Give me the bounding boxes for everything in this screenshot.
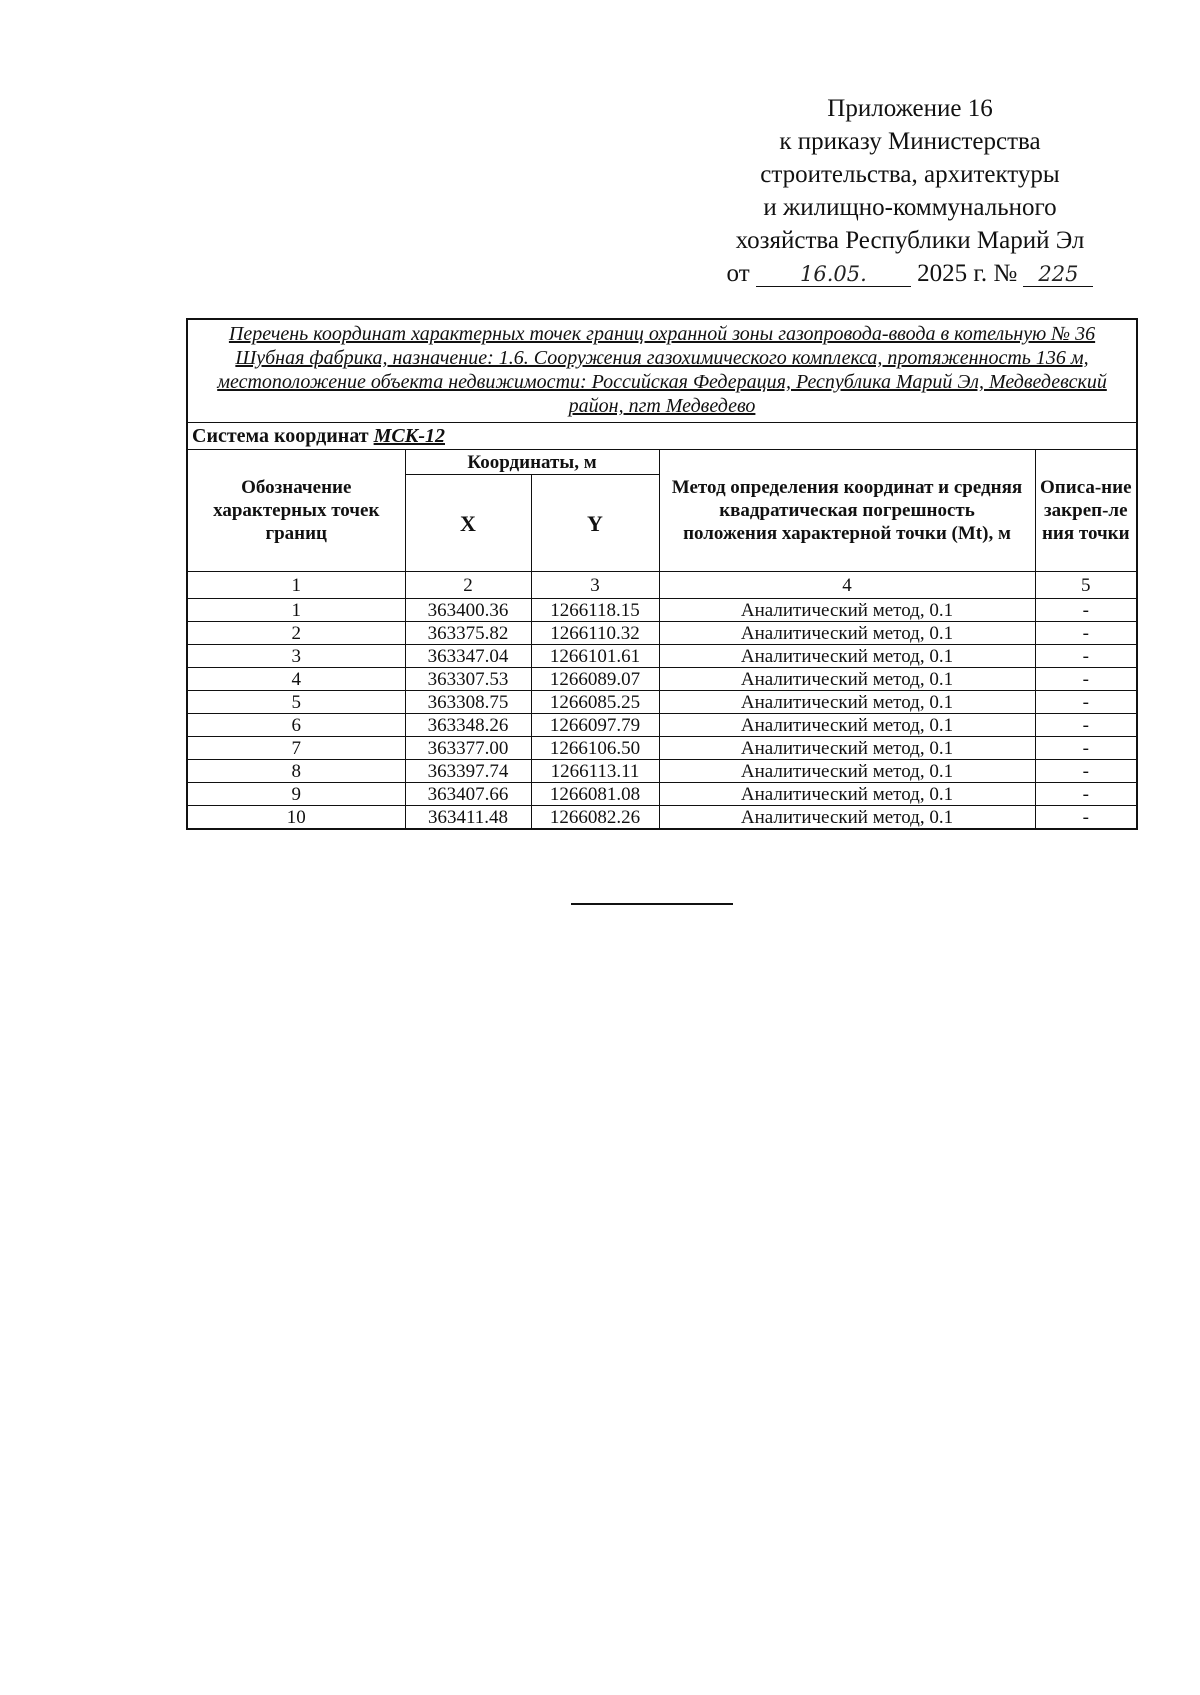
coordinate-system-label: Система координат [192, 424, 369, 447]
table-row [187, 622, 1137, 645]
cell-y: 1266089.07 [531, 668, 659, 691]
column-number: 4 [659, 572, 1035, 599]
header-coordinates: Координаты, м [405, 450, 659, 475]
cell-desc: - [1035, 714, 1137, 737]
cell-y: 1266097.79 [531, 714, 659, 737]
appendix-line-2: к приказу Министерства [779, 128, 1041, 155]
appendix-line-4: и жилищно-коммунального [763, 194, 1057, 221]
cell-desc: - [1035, 645, 1137, 668]
table-row [187, 783, 1137, 806]
table-row [187, 645, 1137, 668]
cell-y: 1266082.26 [531, 806, 659, 830]
column-number: 5 [1035, 572, 1137, 599]
cell-y: 1266118.15 [531, 599, 659, 622]
cell-desc: - [1035, 760, 1137, 783]
cell-desc: - [1035, 622, 1137, 645]
coordinates-table [186, 318, 1138, 830]
cell-point: 2 [187, 622, 405, 645]
table-row [187, 806, 1137, 830]
table-row [187, 668, 1137, 691]
cell-method: Аналитический метод, 0.1 [659, 737, 1035, 760]
cell-desc: - [1035, 806, 1137, 830]
cell-point: 6 [187, 714, 405, 737]
table-row [187, 599, 1137, 622]
cell-method: Аналитический метод, 0.1 [659, 691, 1035, 714]
cell-desc: - [1035, 599, 1137, 622]
appendix-line-1: Приложение 16 [827, 95, 993, 122]
table-row [187, 760, 1137, 783]
appendix-line-5: хозяйства Республики Марий Эл [735, 227, 1085, 254]
cell-x: 363407.66 [405, 783, 531, 806]
appendix-date-line [690, 257, 1130, 290]
handwritten-date: 16.05. [756, 262, 911, 287]
cell-point: 7 [187, 737, 405, 760]
table-row [187, 737, 1137, 760]
cell-method: Аналитический метод, 0.1 [659, 599, 1035, 622]
cell-method: Аналитический метод, 0.1 [659, 714, 1035, 737]
header-method: Метод определения координат и средняя квадратическая погрешность положения характерной точки (Mt), м [659, 450, 1035, 572]
cell-desc: - [1035, 691, 1137, 714]
column-number: 1 [187, 572, 405, 599]
cell-method: Аналитический метод, 0.1 [659, 783, 1035, 806]
table-row [187, 714, 1137, 737]
header-description: Описа-ние закреп-ления точки [1035, 450, 1137, 572]
cell-x: 363348.26 [405, 714, 531, 737]
cell-point: 5 [187, 691, 405, 714]
cell-y: 1266101.61 [531, 645, 659, 668]
cell-point: 4 [187, 668, 405, 691]
header-x: X [405, 475, 531, 572]
cell-x: 363308.75 [405, 691, 531, 714]
cell-method: Аналитический метод, 0.1 [659, 645, 1035, 668]
cell-point: 8 [187, 760, 405, 783]
cell-x: 363400.36 [405, 599, 531, 622]
cell-point: 1 [187, 599, 405, 622]
column-number: 2 [405, 572, 531, 599]
cell-method: Аналитический метод, 0.1 [659, 760, 1035, 783]
cell-y: 1266106.50 [531, 737, 659, 760]
cell-x: 363375.82 [405, 622, 531, 645]
cell-method: Аналитический метод, 0.1 [659, 668, 1035, 691]
cell-x: 363411.48 [405, 806, 531, 830]
cell-x: 363377.00 [405, 737, 531, 760]
cell-point: 9 [187, 783, 405, 806]
appendix-line-3: строительства, архитектуры [760, 161, 1060, 188]
cell-y: 1266110.32 [531, 622, 659, 645]
header-point: Обозначение характерных точек границ [187, 450, 405, 572]
cell-desc: - [1035, 737, 1137, 760]
cell-x: 363307.53 [405, 668, 531, 691]
header-y: Y [531, 475, 659, 572]
cell-point: 3 [187, 645, 405, 668]
cell-point: 10 [187, 806, 405, 830]
cell-method: Аналитический метод, 0.1 [659, 806, 1035, 830]
closing-line [571, 903, 733, 905]
table-row [187, 691, 1137, 714]
appendix-header [690, 92, 1130, 290]
coordinate-system-value: МСК-12 [373, 424, 445, 447]
column-number: 3 [531, 572, 659, 599]
cell-method: Аналитический метод, 0.1 [659, 622, 1035, 645]
cell-y: 1266113.11 [531, 760, 659, 783]
cell-y: 1266081.08 [531, 783, 659, 806]
table-caption: Перечень координат характерных точек границ охранной зоны газопровода-ввода в котельную № 36 Шубная фабрика, назначение: 1.6. Сооружения газохимического комплекса, протяженность 136 м, местоположение объекта недвижимости: Российская Федерация, Республика Марий Эл, Медведевский район, пгт Медведево [187, 319, 1137, 423]
cell-x: 363397.74 [405, 760, 531, 783]
cell-desc: - [1035, 668, 1137, 691]
coordinate-system [187, 423, 1137, 450]
column-numbers-row [187, 572, 1137, 599]
cell-desc: - [1035, 783, 1137, 806]
cell-y: 1266085.25 [531, 691, 659, 714]
year-label: 2025 г. № [917, 260, 1018, 287]
handwritten-order-number: 225 [1023, 262, 1093, 287]
from-label: от [726, 260, 750, 287]
cell-x: 363347.04 [405, 645, 531, 668]
